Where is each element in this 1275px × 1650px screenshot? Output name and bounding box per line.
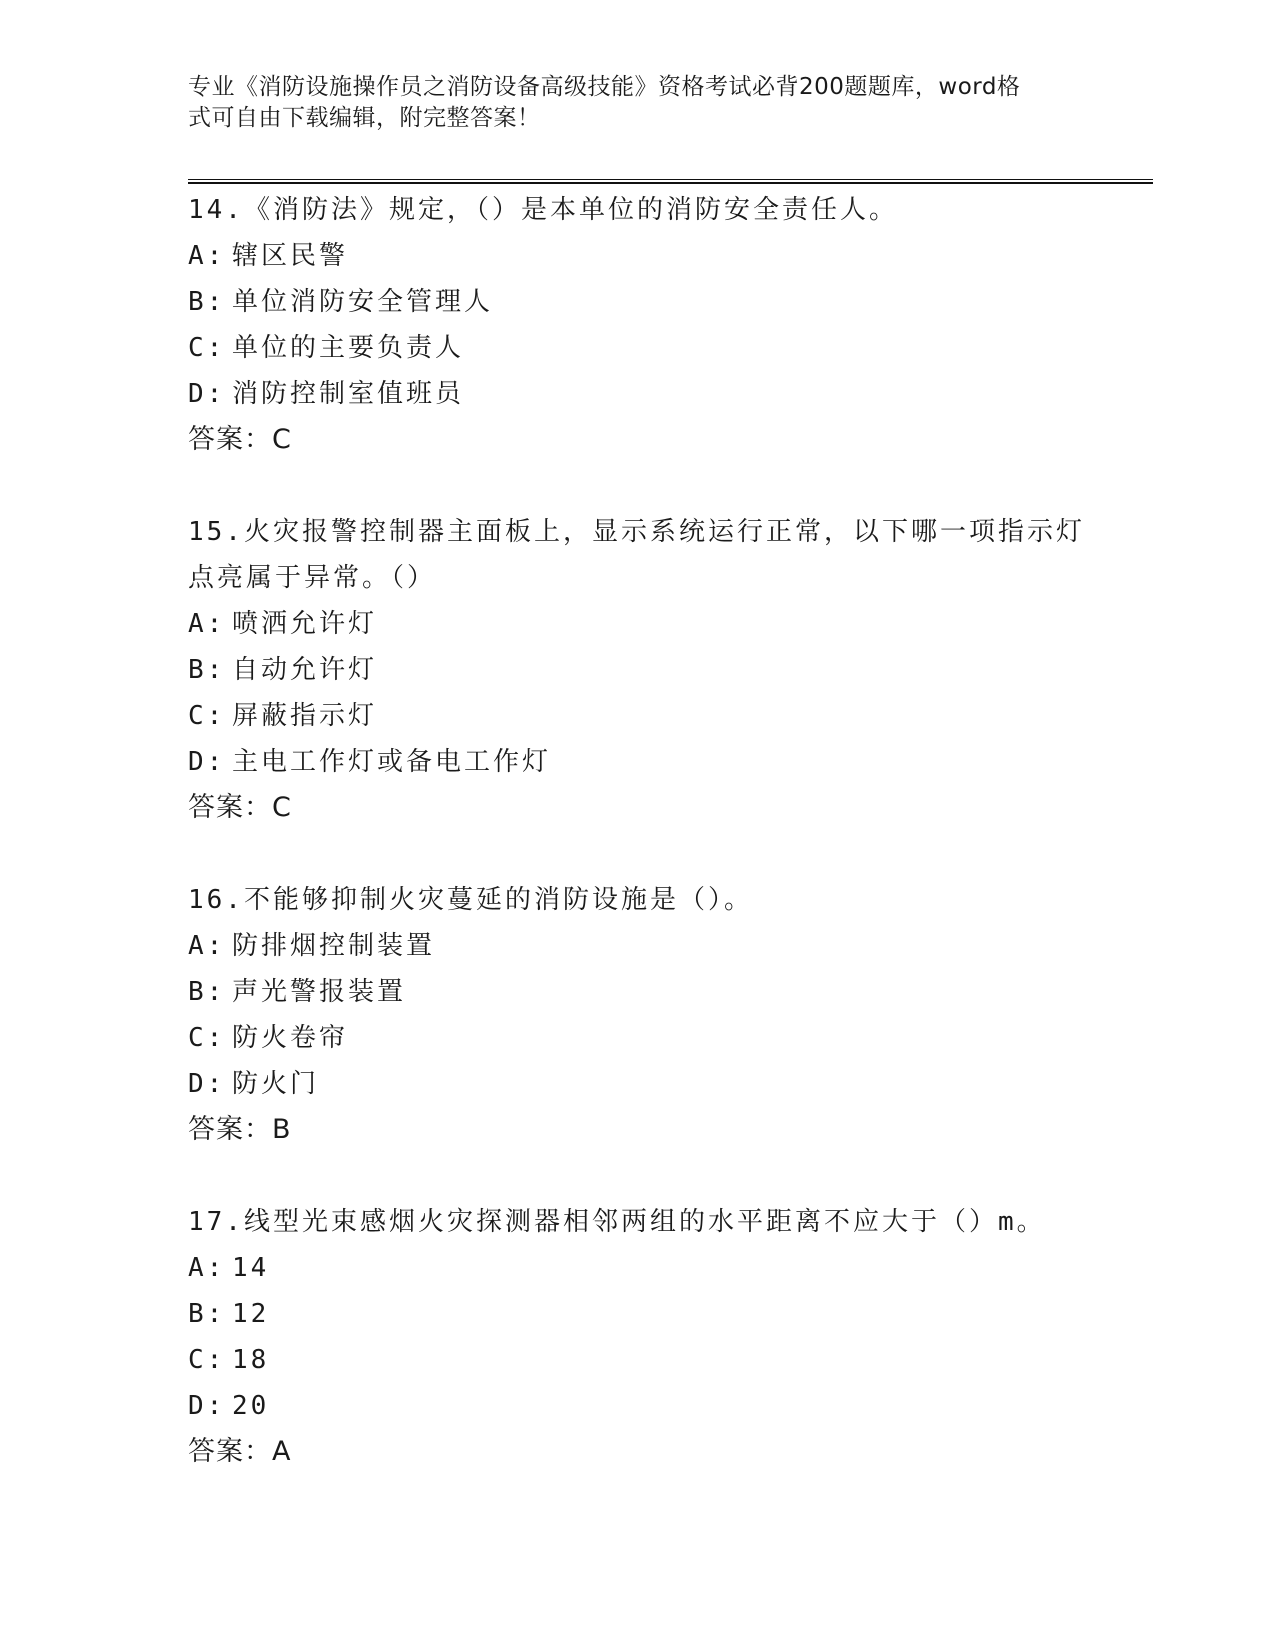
option-item xyxy=(188,923,1088,969)
question-list xyxy=(188,187,1088,1521)
option-key: C: xyxy=(188,701,226,731)
option-text: 防火门 xyxy=(232,1069,320,1099)
option-key: A: xyxy=(188,241,226,271)
option-key: D: xyxy=(188,379,226,409)
option-key: B: xyxy=(188,1299,226,1329)
option-item xyxy=(188,1061,1088,1107)
option-item xyxy=(188,233,1088,279)
header-divider-thick xyxy=(188,182,1153,184)
option-item xyxy=(188,279,1088,325)
option-key: D: xyxy=(188,1069,226,1099)
option-key: C: xyxy=(188,1023,226,1053)
question-block xyxy=(188,1199,1088,1475)
option-key: A: xyxy=(188,931,226,961)
document-header xyxy=(188,72,1068,134)
option-text: 喷洒允许灯 xyxy=(232,609,378,639)
question-block xyxy=(188,187,1088,463)
question-block xyxy=(188,877,1088,1153)
option-key: C: xyxy=(188,333,226,363)
option-item xyxy=(188,969,1088,1015)
question-stem-line: 17.线型光束感烟火灾探测器相邻两组的水平距离不应大于（）m。 xyxy=(188,1207,1046,1237)
option-item xyxy=(188,693,1088,739)
header-divider-thin xyxy=(188,179,1153,180)
question-stem xyxy=(188,877,1088,923)
option-text: 18 xyxy=(232,1345,270,1375)
option-text: 屏蔽指示灯 xyxy=(232,701,378,731)
option-text: 主电工作灯或备电工作灯 xyxy=(232,747,552,777)
option-item xyxy=(188,1291,1088,1337)
question-stem-line: 点亮属于异常。（） xyxy=(188,563,437,593)
option-text: 自动允许灯 xyxy=(232,655,378,685)
question-stem xyxy=(188,1199,1088,1245)
option-item xyxy=(188,647,1088,693)
option-text: 消防控制室值班员 xyxy=(232,379,465,409)
option-text: 声光警报装置 xyxy=(232,977,407,1007)
option-text: 防排烟控制装置 xyxy=(232,931,436,961)
option-key: B: xyxy=(188,287,226,317)
answer-line: 答案：C xyxy=(188,792,292,823)
answer-line: 答案：C xyxy=(188,424,292,455)
option-item xyxy=(188,1383,1088,1429)
option-text: 12 xyxy=(232,1299,270,1329)
answer-line: 答案：B xyxy=(188,1114,292,1145)
option-key: C: xyxy=(188,1345,226,1375)
option-key: D: xyxy=(188,747,226,777)
option-text: 防火卷帘 xyxy=(232,1023,349,1053)
question-stem xyxy=(188,509,1088,601)
option-key: A: xyxy=(188,1253,226,1283)
option-item xyxy=(188,601,1088,647)
option-text: 单位的主要负责人 xyxy=(232,333,465,363)
answer-line: 答案：A xyxy=(188,1436,292,1467)
question-stem-line: 16.不能够抑制火灾蔓延的消防设施是（）。 xyxy=(188,885,753,915)
option-text: 14 xyxy=(232,1253,270,1283)
option-text: 20 xyxy=(232,1391,270,1421)
option-key: B: xyxy=(188,977,226,1007)
option-key: A: xyxy=(188,609,226,639)
header-line: 式可自由下载编辑，附完整答案！ xyxy=(188,105,541,131)
option-item xyxy=(188,325,1088,371)
option-item xyxy=(188,739,1088,785)
option-key: D: xyxy=(188,1391,226,1421)
option-text: 辖区民警 xyxy=(232,241,349,271)
question-stem xyxy=(188,187,1088,233)
option-item xyxy=(188,1245,1088,1291)
option-item xyxy=(188,371,1088,417)
option-key: B: xyxy=(188,655,226,685)
option-item xyxy=(188,1015,1088,1061)
header-line: 专业《消防设施操作员之消防设备高级技能》资格考试必背200题题库，word格 xyxy=(188,74,1021,100)
question-stem-line: 15.火灾报警控制器主面板上，显示系统运行正常，以下哪一项指示灯 xyxy=(188,517,1085,547)
option-item xyxy=(188,1337,1088,1383)
option-text: 单位消防安全管理人 xyxy=(232,287,494,317)
question-block xyxy=(188,509,1088,831)
question-stem-line: 14.《消防法》规定，（）是本单位的消防安全责任人。 xyxy=(188,195,898,225)
